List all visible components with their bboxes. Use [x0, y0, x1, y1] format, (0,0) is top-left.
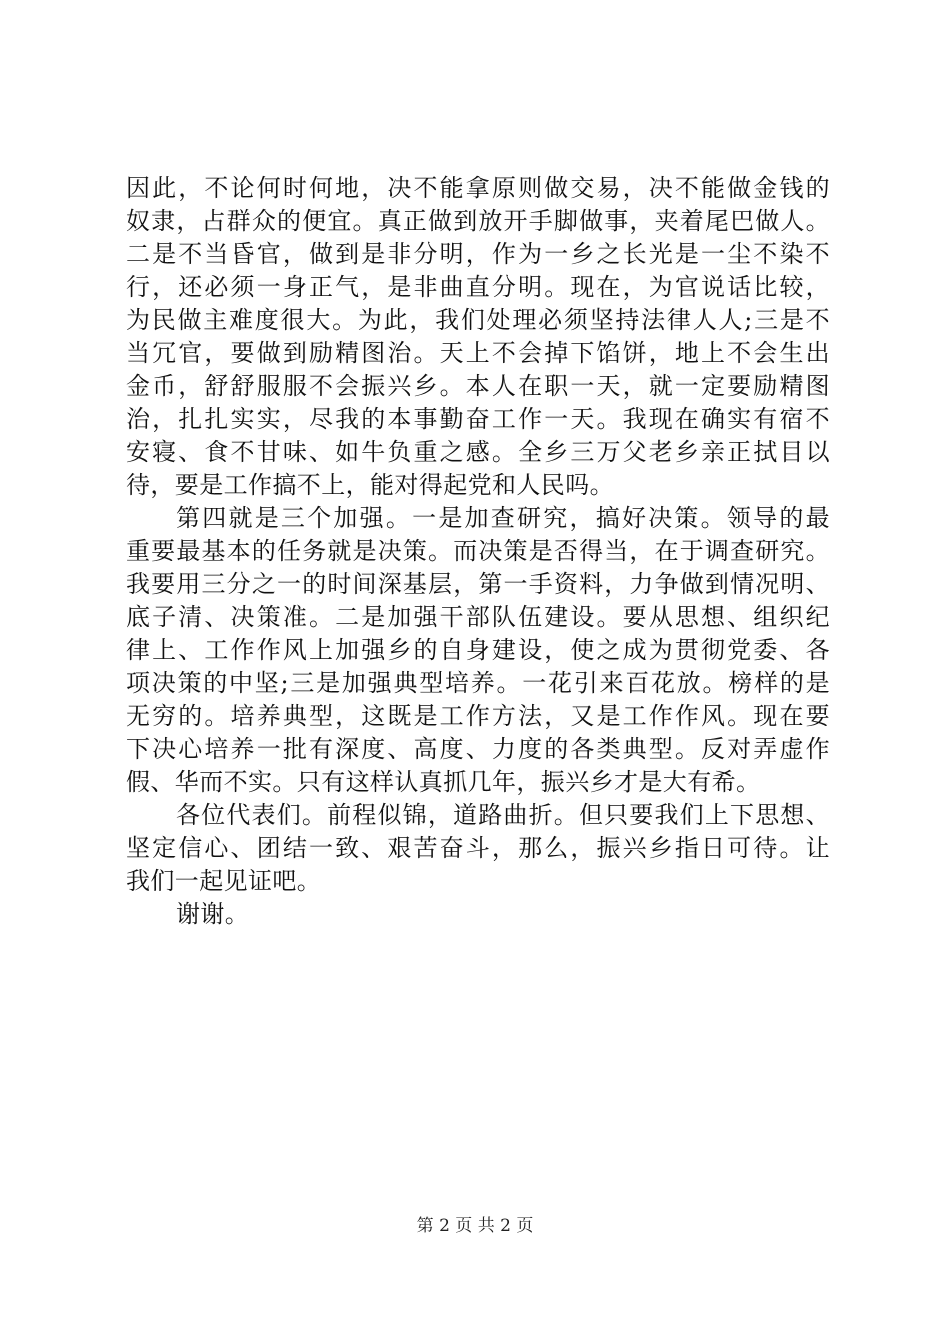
text-line: 坚定信心、团结一致、艰苦奋斗，那么，振兴乡指日可待。让: [126, 834, 830, 862]
page-footer: 第 2 页 共 2 页: [416, 1216, 534, 1236]
text-line: 下决心培养一批有深度、高度、力度的各类典型。反对弄虚作: [126, 735, 830, 763]
text-line: 项决策的中坚;三是加强典型培养。一花引来百花放。榜样的是: [126, 669, 830, 697]
text-line: 治，扎扎实实，尽我的本事勤奋工作一天。我现在确实有宿不: [126, 405, 830, 433]
text-line: 底子清、决策准。二是加强干部队伍建设。要从思想、组织纪: [126, 603, 830, 631]
text-line: 无穷的。培养典型，这既是工作方法，又是工作作风。现在要: [126, 702, 830, 730]
paragraph: [126, 898, 830, 931]
text-line: 我们一起见证吧。: [126, 867, 322, 895]
text-line: 第四就是三个加强。一是加查研究，搞好决策。领导的最: [176, 504, 830, 532]
text-line: 奴隶，占群众的便宜。真正做到放开手脚做事，夹着尾巴做人。: [126, 207, 830, 235]
text-line: 假、华而不实。只有这样认真抓几年，振兴乡才是大有希。: [126, 768, 761, 796]
paragraph: [126, 799, 830, 898]
text-line: 金币，舒舒服服不会振兴乡。本人在职一天，就一定要励精图: [126, 372, 830, 400]
text-line: 各位代表们。前程似锦，道路曲折。但只要我们上下思想、: [176, 801, 830, 829]
text-line: 当冗官，要做到励精图治。天上不会掉下馅饼，地上不会生出: [126, 339, 830, 367]
text-line: 我要用三分之一的时间深基层，第一手资料，力争做到情况明、: [126, 570, 830, 598]
document-body: [126, 172, 830, 931]
text-line: 律上、工作作风上加强乡的自身建设，使之成为贯彻党委、各: [126, 636, 830, 664]
text-line: 谢谢。: [176, 900, 250, 928]
text-line: 因此，不论何时何地，决不能拿原则做交易，决不能做金钱的: [126, 174, 830, 202]
text-line: 待，要是工作搞不上，能对得起党和人民吗。: [126, 471, 614, 499]
text-line: 安寝、食不甘味、如牛负重之感。全乡三万父老乡亲正拭目以: [126, 438, 830, 466]
paragraph: [126, 502, 830, 799]
text-line: 二是不当昏官，做到是非分明，作为一乡之长光是一尘不染不: [126, 240, 830, 268]
text-line: 行，还必须一身正气，是非曲直分明。现在，为官说话比较，: [126, 273, 830, 301]
text-line: 重要最基本的任务就是决策。而决策是否得当，在于调查研究。: [126, 537, 830, 565]
paragraph: [126, 172, 830, 502]
text-line: 为民做主难度很大。为此，我们处理必须坚持法律人人;三是不: [126, 306, 830, 334]
